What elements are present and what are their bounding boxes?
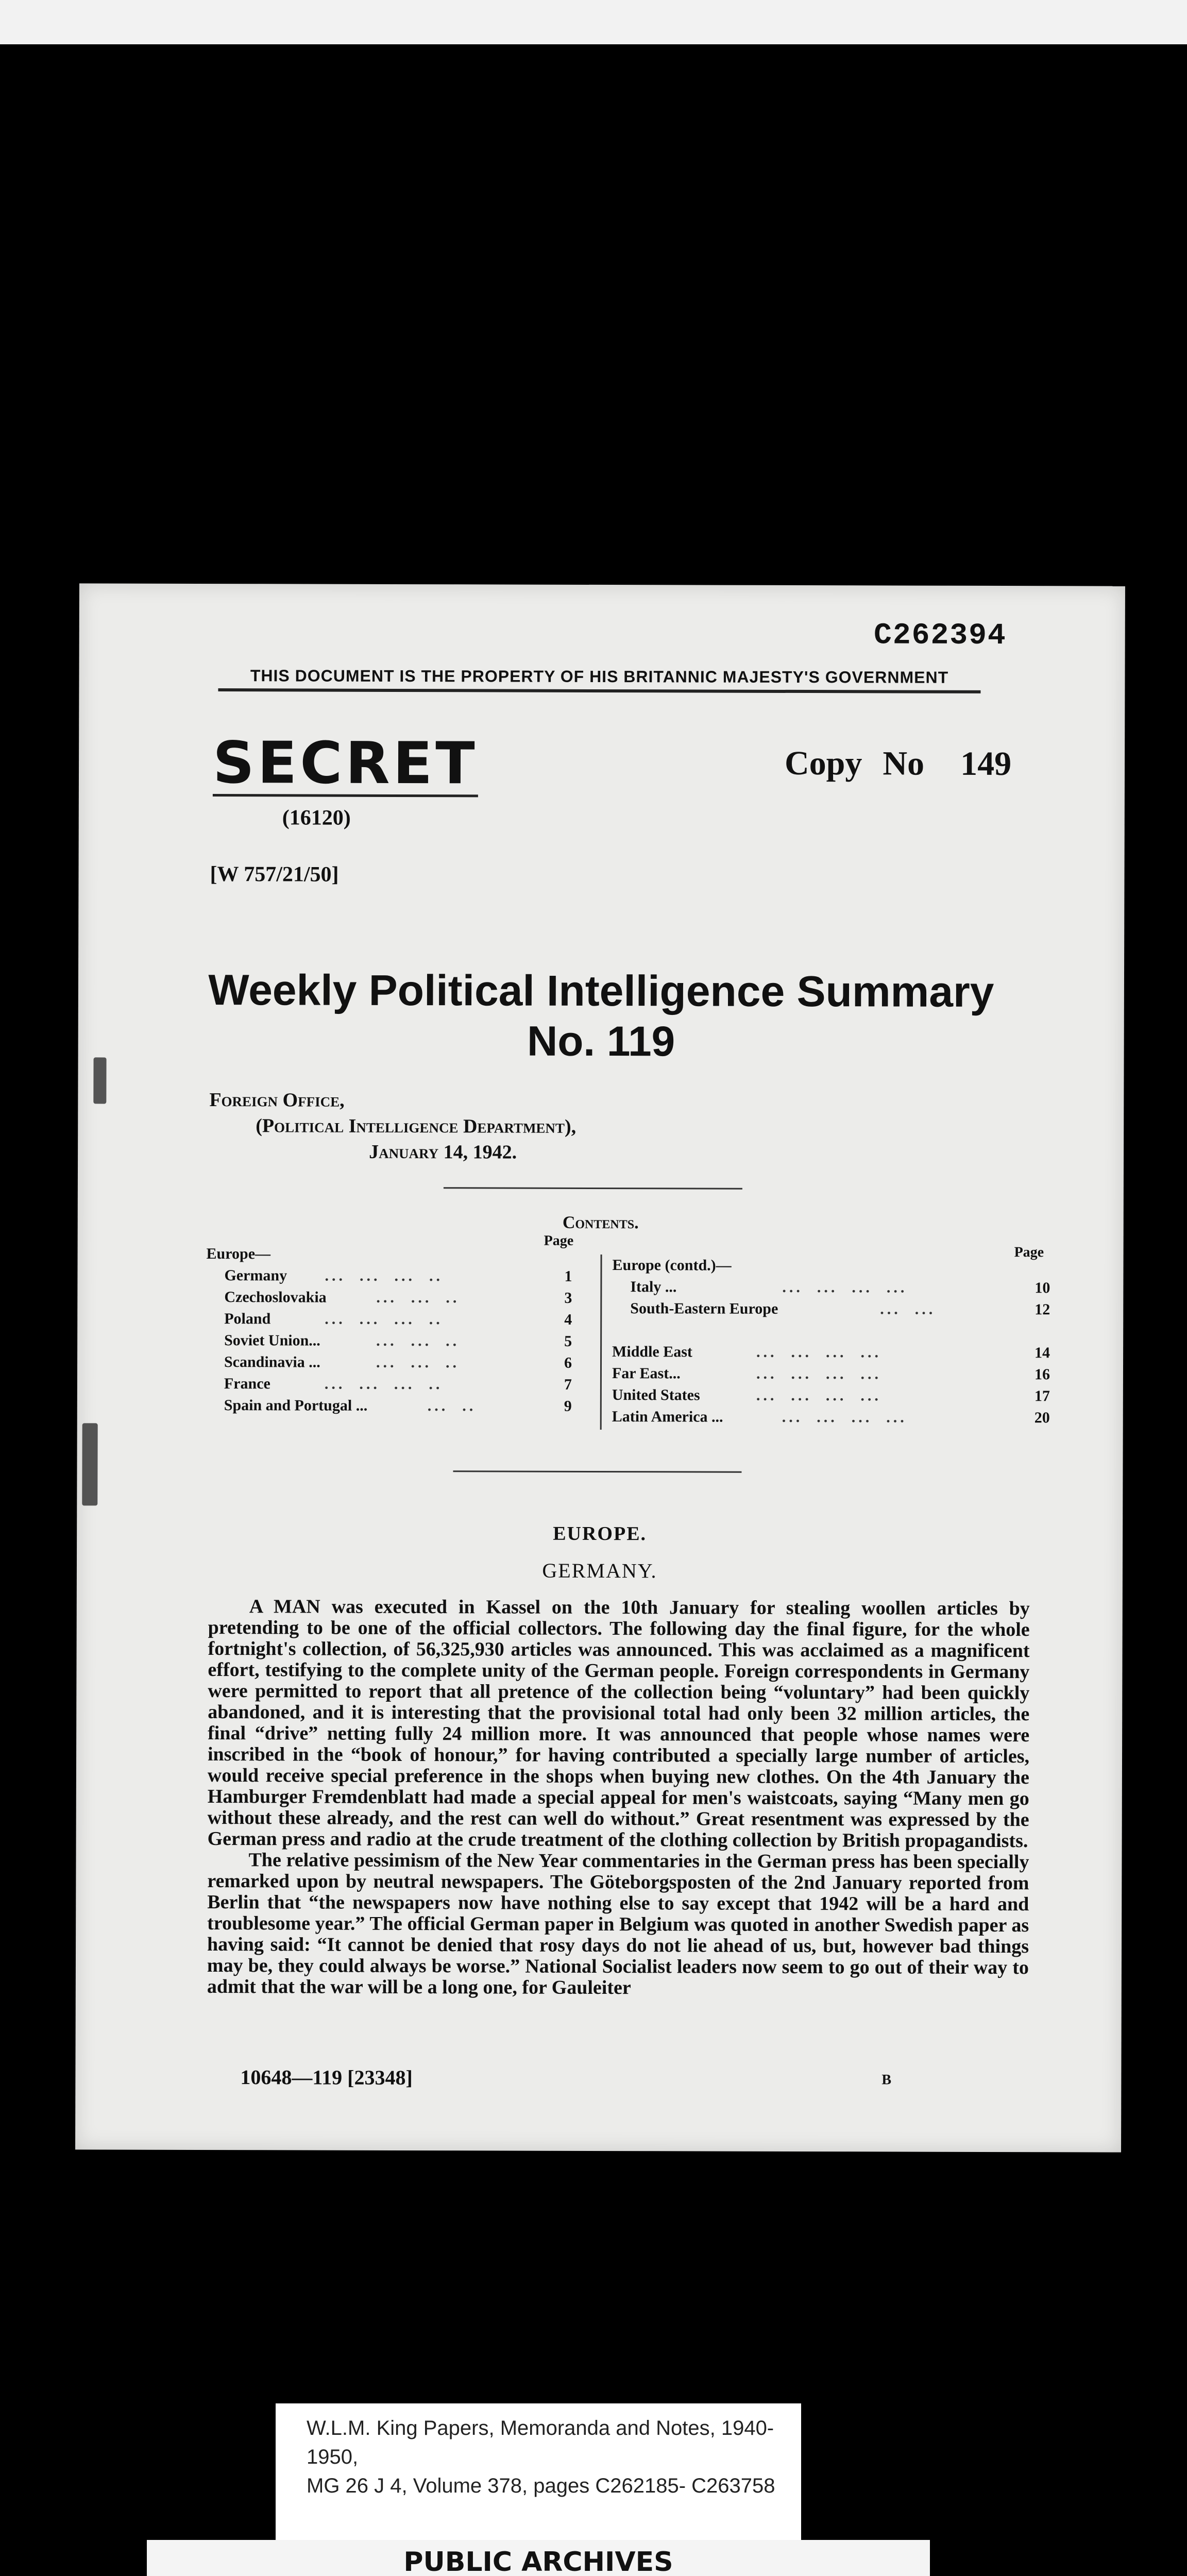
toc-entry: South-Eastern Europe ... ... 12 — [630, 1300, 1050, 1318]
label-border-block — [801, 2403, 930, 2540]
toc-entry: United States ... ... ... ... 17 — [612, 1386, 1050, 1405]
paragraph: A MAN was executed in Kassel on the 10th January for stealing woollen articles by pretending to be one of the official collectors. The following day the final figure, for the whole fortnight's collection, of 56,325,930 articles was announced. This was acclaimed as a magnificent effort, testifying to the complete unity of the German people. Foreign correspondents in Germany were permitted to report that all pretence of the collection being “voluntary” had been quickly abandoned, and it is interesting that the provisional total had only been 32 million articles, the final “drive” netting fully 24 million more. It was announced that people whose names were inscribed in the “book of honour,” for having contributed a specially large number of articles, would receive special preference in the shops when buying new clothes. On the 4th January the Hamburger Fremdenblatt had made a special appeal for men's waistcoats, saying “Many men go without these already, and the rest can well do without.” Great resentment was expressed by the German press and radio at the crude treatment of the clothing collection by British propagandists. — [207, 1596, 1030, 1852]
subsection-heading: GERMANY. — [542, 1558, 657, 1583]
citation-line: W.L.M. King Papers, Memoranda and Notes, 1940-1950, — [307, 2417, 774, 2468]
page-column-header: Page — [1014, 1244, 1044, 1261]
divider — [444, 1187, 742, 1190]
toc-right-column — [600, 1255, 1066, 1431]
copy-number-block — [785, 744, 1011, 784]
copy-number: 149 — [960, 744, 1012, 783]
copy-label: Copy — [784, 744, 862, 783]
copy-symbol: No — [883, 744, 925, 783]
section-heading: EUROPE. — [553, 1522, 647, 1545]
toc-entry: France ... ... ... .. 7 — [224, 1375, 572, 1393]
document-date: January 14, 1942. — [369, 1141, 517, 1163]
toc-left-column — [206, 1243, 588, 1417]
toc-spacer — [612, 1319, 1065, 1342]
toc-entry: Latin America ... ... ... ... ... 20 — [612, 1408, 1050, 1427]
toc-entry: Soviet Union... ... ... .. 5 — [224, 1332, 572, 1350]
archive-citation — [276, 2403, 801, 2540]
office-name: Foreign Office, — [209, 1089, 345, 1111]
reference-number: C262394 — [873, 619, 1007, 653]
classification-stamp: SECRET — [212, 730, 478, 798]
toc-entry: Czechoslovakia ... ... .. 3 — [224, 1289, 572, 1307]
scan-mark — [82, 1423, 97, 1505]
print-code: 10648—119 [23348] — [240, 2065, 413, 2090]
toc-entry: Germany ... ... ... .. 1 — [224, 1267, 572, 1285]
property-notice: THIS DOCUMENT IS THE PROPERTY OF HIS BRITANNIC MAJESTY'S GOVERNMENT — [218, 666, 980, 693]
document-page — [75, 583, 1125, 2152]
classification-code: (16120) — [282, 806, 351, 830]
toc-entry: Middle East ... ... ... ... 14 — [612, 1343, 1050, 1362]
page-column-header: Page — [544, 1232, 574, 1249]
toc-entry: Spain and Portugal ... ... .. 9 — [224, 1397, 572, 1415]
toc-entry: Italy ... ... ... ... ... 10 — [630, 1278, 1050, 1297]
archive-label — [147, 2403, 930, 2576]
toc-entry: Scandinavia ... ... ... .. 6 — [224, 1353, 572, 1371]
department-name: (Political Intelligence Department), — [256, 1115, 576, 1138]
document-title: Weekly Political Intelligence Summary — [208, 965, 994, 1016]
body-text — [207, 1596, 1030, 1999]
scan-mark — [93, 1057, 106, 1104]
signature-mark: B — [881, 2072, 892, 2088]
contents-heading: Contents. — [562, 1213, 639, 1233]
toc-entry: Far East... ... ... ... ... 16 — [612, 1365, 1050, 1383]
toc-entry: Poland ... ... ... .. 4 — [224, 1310, 572, 1328]
label-border-block — [147, 2403, 276, 2540]
toc-heading: Europe (contd.)— — [612, 1257, 732, 1274]
archives-stamp — [147, 2548, 930, 2576]
divider — [453, 1470, 741, 1472]
file-reference: [W 757/21/50] — [210, 862, 339, 887]
toc-heading: Europe— — [206, 1245, 271, 1263]
citation-line: MG 26 J 4, Volume 378, pages C262185- C263758 — [307, 2475, 775, 2497]
issue-number: No. 119 — [527, 1018, 675, 1065]
scan-top-margin — [0, 0, 1187, 44]
paragraph: The relative pessimism of the New Year commentaries in the German press has been specially remarked upon by neutral newspapers. The Göteborgsposten of the 2nd January reported from Berlin that “the newspapers now have nothing else to say except that 1942 will be a hard and troublesome year.” The official German paper in Belgium was quoted in another Swedish paper as having said: “It cannot be denied that rosy days do not lie ahead of us, but, however bad things may be, they could always be worse.” National Socialist leaders now seem to go out of their way to admit that the war will be a long one, for Gauleiter — [207, 1849, 1029, 1999]
archives-line: PUBLIC ARCHIVES — [403, 2547, 673, 2576]
